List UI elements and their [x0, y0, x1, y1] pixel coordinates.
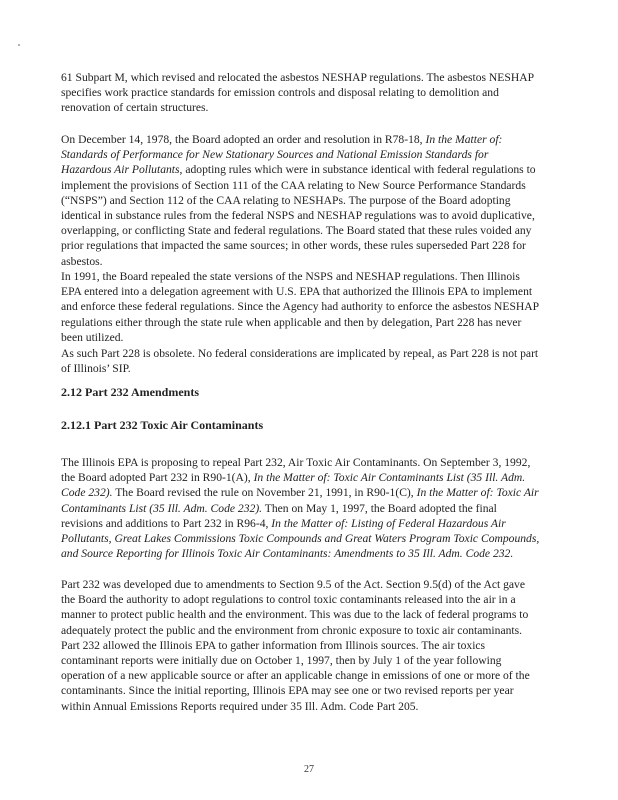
subsection-heading: 2.12.1 Part 232 Toxic Air Contaminants	[61, 418, 264, 432]
scan-speck	[18, 44, 20, 46]
citation-text: In the Matter of: Listing of Federal Hazardous Air Pollutants, Great Lakes Commissions Toxic Compounds and Great Waters Program Toxic Compounds, and Source Reporting for Illinois Toxic Air Contaminants: Amendments to 35 Ill. Adm. Code 232.	[61, 516, 540, 561]
body-text: Part 232 was developed due to amendments to Section 9.5 of the Act. Section 9.5(d) of the Act gave the Board the authority to adopt regulations to control toxic contaminants released into the air in a manner to protect public health and the environment. This was due to the lack of federal programs to adequately protect the public and the environment from chronic exposure to toxic air contaminants. Part 232 allowed the Illinois EPA to gather information from Illinois sources. The air toxics contaminant reports were initially due on October 1, 1997, then by July 1 of the year following operation of a new applicable source or after an applicable change in emissions of one or more of the contaminants. Since the initial reporting, Illinois EPA may see one or two revised reports per year within Annual Emissions Reports required under 35 Ill. Adm. Code Part 205.	[61, 578, 530, 713]
paragraph-neshap-subpart-m	[61, 70, 541, 116]
page-number: 27	[304, 764, 314, 775]
body-text: The Board revised the rule on November 21, 1991, in R90-1(C),	[112, 486, 417, 500]
body-text: 61 Subpart M, which revised and relocated the asbestos NESHAP regulations. The asbestos NESHAP specifies work practice standards for emission controls and disposal relating to demolition and renovation of certain structures.	[61, 71, 534, 115]
citation-text: In the Matter of: Standards of Performance for New Stationary Sources and National Emission Standards for Hazardous Air Pollutants	[61, 133, 503, 177]
paragraph-board-r78-18	[61, 132, 541, 269]
body-text: The Illinois EPA is proposing to repeal Part 232, Air Toxic Air Contaminants. On September 3, 1992, the Board adopted Part 232 in R90-1(A),	[61, 456, 531, 485]
body-text: , adopting rules which were in substance identical with federal regulations to implement the provisions of Section 111 of the CAA relating to New Source Performance Standards (“NSPS”) and Section 112 of the CAA relating to NESHAPs. The purpose of the Board adopting identical in substance rules from the federal NSPS and NESHAP regulations was to avoid duplicative, overlapping, or conflicting State and federal regulations. The Board stated that these rules voided any prior regulations that impacted the same sources; in other words, these rules superseded Part 228 for asbestos.	[61, 163, 536, 268]
paragraph-part-232-history	[61, 455, 541, 561]
paragraph-1991-repeal	[61, 269, 541, 345]
citation-text: In the Matter of: Toxic Air Contaminants List (35 Ill. Adm. Code 232).	[61, 471, 526, 500]
body-text: In 1991, the Board repealed the state versions of the NSPS and NESHAP regulations. Then Illinois EPA entered into a delegation agreement with U.S. EPA that authorized the Illinois EPA to implement and enforce these federal regulations. Since the Agency had authority to enforce the asbestos NESHAP regulations either through the state rule when applicable and then by delegation, Part 228 has never been utilized.	[61, 270, 539, 344]
body-text: As such Part 228 is obsolete. No federal considerations are implicated by repeal, as Part 228 is not part of Illinois’ SIP.	[61, 347, 539, 376]
paragraph-part-228-obsolete	[61, 346, 541, 376]
section-heading: 2.12 Part 232 Amendments	[61, 385, 199, 399]
body-text: On December 14, 1978, the Board adopted an order and resolution in R78-18,	[61, 133, 426, 146]
citation-text: In the Matter of: Toxic Air Contaminants List (35 Ill. Adm. Code 232).	[61, 486, 539, 515]
body-text: Then on May 1, 1997, the Board adopted the final revisions and additions to Part 232 in R96-4,	[61, 501, 497, 530]
paragraph-part-232-development	[61, 577, 541, 714]
